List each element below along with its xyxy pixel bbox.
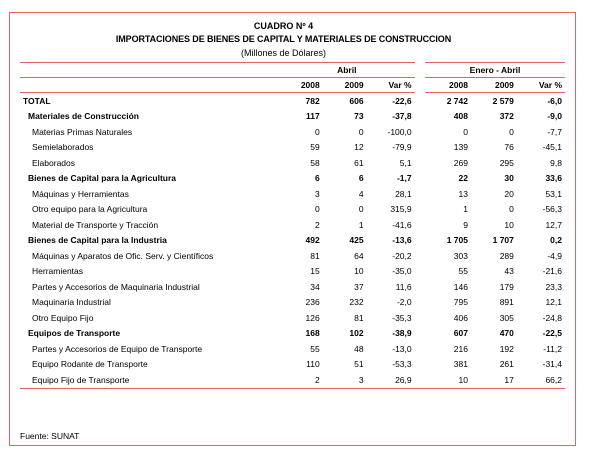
table-cell: -35,0 — [392, 266, 412, 277]
table-cell: 6 — [358, 173, 364, 184]
table-unit: (Millones de Dólares) — [240, 48, 327, 58]
column-gap — [415, 310, 425, 326]
table-cell: 61 — [354, 157, 364, 168]
table-cell: -35,3 — [392, 312, 412, 323]
row-label: TOTAL — [23, 95, 51, 106]
row-label: Maquinaria Industrial — [32, 297, 111, 308]
table-cell: 43 — [504, 266, 514, 277]
column-gap — [415, 357, 425, 373]
table-row — [20, 310, 565, 326]
row-label: Elaborados — [32, 157, 76, 168]
row-label: Partes y Accesorios de Equipo de Transporte — [32, 343, 203, 354]
table-cell: -38,9 — [392, 328, 412, 339]
table-cell: 66,2 — [517, 372, 565, 388]
table-cell: 607 — [453, 328, 468, 339]
table-cell: 76 — [504, 142, 514, 153]
table-cell: 102 — [349, 328, 364, 339]
table-cell: 59 — [310, 142, 320, 153]
table-cell: 295 — [499, 157, 514, 168]
column-gap — [415, 217, 425, 233]
table-cell: -45,1 — [542, 142, 562, 153]
column-gap — [415, 124, 425, 140]
table-row — [20, 186, 565, 202]
group-header-row — [20, 63, 565, 78]
row-label: Materiales de Construcción — [28, 111, 140, 122]
table-cell: -24,8 — [542, 312, 562, 323]
table-cell: 782 — [305, 95, 320, 106]
table-cell: 10 — [504, 219, 514, 230]
table-cell: 26,9 — [367, 372, 415, 388]
table-cell: 381 — [453, 359, 468, 370]
table-cell: -37,8 — [392, 111, 412, 122]
col-header: Var % — [367, 78, 415, 93]
column-gap — [415, 341, 425, 357]
table-cell: -79,9 — [392, 142, 412, 153]
table-cell: 33,6 — [545, 173, 562, 184]
table-cell: 168 — [305, 328, 320, 339]
table-cell: -22,6 — [392, 95, 412, 106]
row-label: Equipo Rodante de Transporte — [32, 359, 148, 370]
table-cell: 470 — [499, 328, 514, 339]
column-gap — [415, 202, 425, 218]
row-label: Herramientas — [32, 266, 84, 277]
table-cell: 20 — [504, 188, 514, 199]
table-cell: 139 — [453, 142, 468, 153]
table-cell: -31,4 — [542, 359, 562, 370]
table-cell: -1,7 — [396, 173, 412, 184]
table-cell: 1 — [463, 204, 468, 215]
table-cell: 117 — [306, 111, 320, 122]
table-cell: 9 — [463, 219, 468, 230]
col-header: 2008 — [279, 78, 323, 93]
table-row — [20, 279, 565, 295]
table-cell: 2 — [279, 372, 323, 388]
column-gap — [415, 171, 425, 187]
row-label: Semielaborados — [32, 142, 94, 153]
table-cell: 6 — [315, 173, 320, 184]
imports-table — [20, 62, 565, 389]
table-cell: 1 705 — [446, 235, 468, 246]
column-gap — [415, 248, 425, 264]
table-cell: 55 — [310, 343, 320, 354]
column-gap — [415, 264, 425, 280]
row-label: Bienes de Capital para la Agricultura — [28, 173, 177, 184]
table-cell: -56,3 — [542, 204, 562, 215]
table-cell: 1 707 — [492, 235, 514, 246]
table-row — [20, 326, 565, 342]
table-cell: -100,0 — [387, 126, 412, 137]
column-gap — [415, 186, 425, 202]
table-cell: 0 — [463, 126, 468, 137]
table-cell: 4 — [358, 188, 364, 199]
table-cell: 55 — [458, 266, 468, 277]
col-header: 2009 — [323, 78, 367, 93]
col-header: Var % — [517, 78, 565, 93]
column-gap — [415, 140, 425, 156]
table-cell: 425 — [349, 235, 364, 246]
column-gap — [415, 326, 425, 342]
table-cell: 37 — [354, 281, 364, 292]
table-cell: -13,6 — [392, 235, 412, 246]
table-row — [20, 93, 565, 109]
table-cell: 305 — [499, 312, 514, 323]
group-header-ytd: Enero - Abril — [425, 63, 565, 78]
column-gap — [415, 93, 425, 109]
table-row — [20, 372, 565, 388]
table-cell: 22 — [458, 173, 468, 184]
table-cell: 11,6 — [395, 281, 412, 292]
table-cell: -2,0 — [396, 297, 412, 308]
row-label: Máquinas y Herramientas — [32, 188, 129, 199]
table-cell: 15 — [310, 266, 320, 277]
table-cell: -21,6 — [542, 266, 562, 277]
table-cell: 28,1 — [395, 188, 412, 199]
table-cell: 53,1 — [545, 188, 562, 199]
table-title: CUADRO Nº 4 — [253, 21, 314, 31]
row-label: Máquinas y Aparatos de Ofic. Serv. y Científicos — [32, 250, 214, 261]
table-cell: 12 — [354, 142, 364, 153]
table-cell: 269 — [453, 157, 468, 168]
table-cell: 10 — [425, 372, 471, 388]
table-row — [20, 264, 565, 280]
table-cell: -53,3 — [392, 359, 412, 370]
table-row — [20, 217, 565, 233]
header-gap — [415, 78, 425, 93]
table-cell: -4,9 — [547, 250, 562, 261]
group-header-month: Abril — [279, 63, 415, 78]
table-cell: -20,2 — [392, 250, 412, 261]
table-cell: -9,0 — [547, 111, 562, 122]
table-cell: 73 — [354, 111, 364, 122]
table-cell: 12,7 — [545, 219, 562, 230]
table-row — [20, 124, 565, 140]
row-label: Material de Transporte y Tracción — [32, 219, 159, 230]
table-cell: 406 — [453, 312, 468, 323]
table-cell: 0 — [358, 126, 364, 137]
row-label: Otro equipo para la Agricultura — [32, 204, 148, 215]
row-label: Equipos de Transporte — [28, 328, 121, 339]
table-cell: 3 — [315, 188, 320, 199]
table-cell: 30 — [504, 173, 514, 184]
table-cell: -6,0 — [547, 95, 562, 106]
col-header: 2009 — [471, 78, 517, 93]
table-cell: 0 — [509, 126, 514, 137]
table-cell: 12,1 — [545, 297, 562, 308]
source-note: Fuente: SUNAT — [20, 431, 80, 441]
table-row — [20, 171, 565, 187]
table-row — [20, 233, 565, 249]
table-row — [20, 357, 565, 373]
column-gap — [415, 233, 425, 249]
table-row — [20, 155, 565, 171]
table-cell: 2 579 — [492, 95, 514, 106]
table-row — [20, 109, 565, 125]
table-cell: 236 — [305, 297, 320, 308]
table-cell: 408 — [453, 111, 468, 122]
table-cell: 23,3 — [545, 281, 562, 292]
table-cell: 0 — [358, 204, 364, 215]
table-cell: 315,9 — [390, 204, 412, 215]
column-gap — [415, 109, 425, 125]
table-cell: 64 — [354, 250, 364, 261]
column-header-row — [20, 78, 565, 93]
table-cell: 303 — [453, 250, 468, 261]
table-cell: 81 — [310, 250, 320, 261]
column-gap — [415, 279, 425, 295]
table-cell: 0,2 — [550, 235, 562, 246]
table-cell: 179 — [499, 281, 514, 292]
table-cell: -13,0 — [392, 343, 412, 354]
table-row — [20, 202, 565, 218]
table-row — [20, 341, 565, 357]
table-cell: -7,7 — [547, 126, 562, 137]
table-subtitle: IMPORTACIONES DE BIENES DE CAPITAL Y MATERIALES DE CONSTRUCCION — [115, 34, 452, 44]
row-label: Materias Primas Naturales — [32, 126, 133, 137]
table-row — [20, 295, 565, 311]
table-cell: 492 — [305, 235, 320, 246]
table-cell: 3 — [323, 372, 367, 388]
table-row — [20, 248, 565, 264]
table-cell: 261 — [499, 359, 514, 370]
col-header: 2008 — [425, 78, 471, 93]
table-cell: 795 — [453, 297, 468, 308]
table-cell: -11,2 — [543, 343, 562, 354]
column-gap — [415, 295, 425, 311]
table-cell: 0 — [315, 204, 320, 215]
table-cell: 232 — [349, 297, 364, 308]
row-label: Otro Equipo Fijo — [32, 312, 94, 323]
table-cell: 372 — [499, 111, 514, 122]
table-cell: 0 — [315, 126, 320, 137]
table-cell: 216 — [453, 343, 468, 354]
table-cell: 126 — [305, 312, 320, 323]
table-cell: 13 — [458, 188, 468, 199]
table-cell: 10 — [354, 266, 364, 277]
table-cell: 0 — [509, 204, 514, 215]
table-cell: -41,6 — [392, 219, 412, 230]
column-gap — [415, 372, 425, 388]
table-cell: 5,1 — [399, 157, 412, 168]
header-blank — [20, 78, 279, 93]
row-label: Partes y Accesorios de Maquinaria Industrial — [32, 281, 200, 292]
column-gap — [415, 155, 425, 171]
table-cell: 146 — [453, 281, 468, 292]
table-cell: 2 742 — [446, 95, 468, 106]
table-cell: -22,5 — [542, 328, 562, 339]
table-cell: 606 — [349, 95, 364, 106]
header-gap — [415, 63, 425, 78]
table-cell: 48 — [354, 343, 364, 354]
header-blank — [20, 63, 279, 78]
table-cell: 110 — [306, 359, 320, 370]
table-cell: 9,8 — [550, 157, 562, 168]
row-label: Equipo Fijo de Transporte — [20, 372, 279, 388]
table-cell: 2 — [315, 219, 320, 230]
table-cell: 81 — [354, 312, 364, 323]
table-row — [20, 140, 565, 156]
table-cell: 192 — [499, 343, 514, 354]
table-cell: 289 — [499, 250, 514, 261]
table-cell: 34 — [310, 281, 320, 292]
table-cell: 1 — [358, 219, 364, 230]
table-cell: 891 — [499, 297, 514, 308]
table-cell: 51 — [354, 359, 364, 370]
table-cell: 17 — [471, 372, 517, 388]
row-label: Bienes de Capital para la Industria — [28, 235, 167, 246]
table-cell: 58 — [310, 157, 320, 168]
